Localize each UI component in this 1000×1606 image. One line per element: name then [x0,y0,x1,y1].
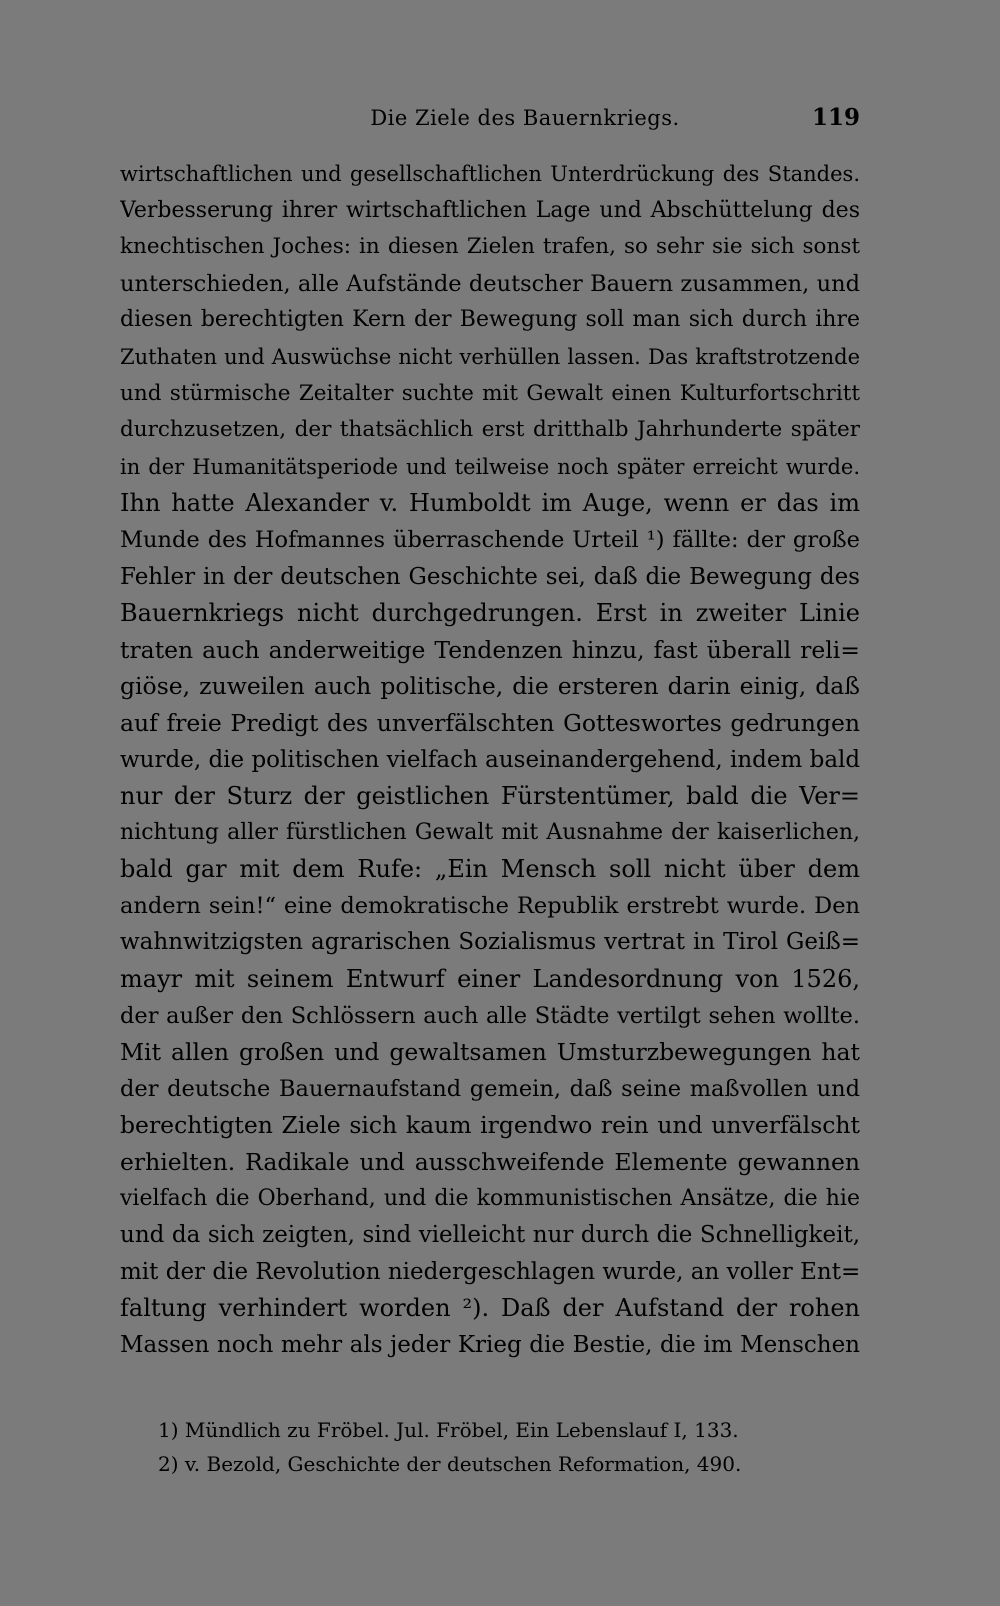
running-head [120,100,860,136]
text-line: und da sich zeigten, sind vielleicht nur durch die Schnelligkeit, [120,1222,860,1249]
text-line: unterschieden, alle Aufstände deutscher Bauern zusammen, und [120,270,860,297]
text-line: wahnwitzigsten agrarischen Sozialismus vertrat in Tirol Geiß= [120,929,860,956]
text-line: Mit allen großen und gewaltsamen Umsturzbewegungen hat [120,1038,860,1067]
text-line: berechtigten Ziele sich kaum irgendwo rein und unverfälscht [120,1111,860,1140]
text-line: faltung verhindert worden ²). Daß der Aufstand der rohen [120,1294,860,1323]
text-line: mayr mit seinem Entwurf einer Landesordnung von 1526, [120,965,860,994]
text-line: Massen noch mehr als jeder Krieg die Bestie, die im Menschen [120,1332,860,1358]
text-line: nur der Sturz der geistlichen Fürstentümer, bald die Ver= [120,782,860,811]
text-line: erhielten. Radikale und ausschweifende Elemente gewannen [120,1148,860,1177]
text-line: der außer den Schlössern auch alle Städte vertilgt sehen wollte. [120,1002,860,1029]
text-line: der deutsche Bauernaufstand gemein, daß seine maßvollen und [120,1075,860,1102]
text-line: Munde des Hofmannes überraschende Urteil ¹) fällte: der große [120,526,860,553]
text-line: auf freie Predigt des unverfälschten Gotteswortes gedrungen [120,708,860,737]
text-line: nichtung aller fürstlichen Gewalt mit Ausnahme der kaiserlichen, [120,819,860,845]
text-line: andern sein!“ eine demokratische Republik erstrebt wurde. Den [120,892,860,919]
text-line: und stürmische Zeitalter suchte mit Gewalt einen Kulturfortschritt [120,380,860,406]
text-line: knechtischen Joches: in diesen Zielen trafen, so sehr sie sich sonst [120,234,860,260]
text-line: wurde, die politischen vielfach auseinandergehend, indem bald [120,746,860,773]
text-line: giöse, zuweilen auch politische, die ersteren darin einig, daß [120,672,860,701]
text-line: bald gar mit dem Rufe: „Ein Mensch soll nicht über dem [120,855,860,884]
text-line: mit der die Revolution niedergeschlagen wurde, an voller Ent= [120,1258,860,1285]
text-line: Zuthaten und Auswüchse nicht verhüllen lassen. Das kraftstrotzende [120,344,860,369]
text-line: traten auch anderweitige Tendenzen hinzu, fast überall reli= [120,635,860,664]
text-line: Verbesserung ihrer wirtschaftlichen Lage und Abschüttelung des [120,197,860,223]
footnote: 1) Mündlich zu Fröbel. Jul. Fröbel, Ein Lebenslauf I, 133. [158,1418,739,1442]
page-number: 119 [811,104,860,131]
text-line: durchzusetzen, der thatsächlich erst dritthalb Jahrhunderte später [120,417,860,443]
footnotes [158,1413,858,1481]
text-line: vielfach die Oberhand, und die kommunistischen Ansätze, die hie [120,1185,860,1211]
text-line: wirtschaftlichen und gesellschaftlichen Unterdrückung des Standes. [120,162,860,186]
footnote: 2) v. Bezold, Geschichte der deutschen Reformation, 490. [158,1452,742,1476]
body-text [120,156,860,1364]
text-line: in der Humanitätsperiode und teilweise noch später erreicht wurde. [120,454,860,479]
text-line: Fehler in der deutschen Geschichte sei, daß die Bewegung des [120,563,860,590]
text-line: diesen berechtigten Kern der Bewegung soll man sich durch ihre [120,307,860,333]
running-title: Die Ziele des Bauernkriegs. [370,106,680,130]
text-line: Bauernkriegs nicht durchgedrungen. Erst in zweiter Linie [120,599,860,628]
text-line: Ihn hatte Alexander v. Humboldt im Auge, wenn er das im [120,489,860,518]
